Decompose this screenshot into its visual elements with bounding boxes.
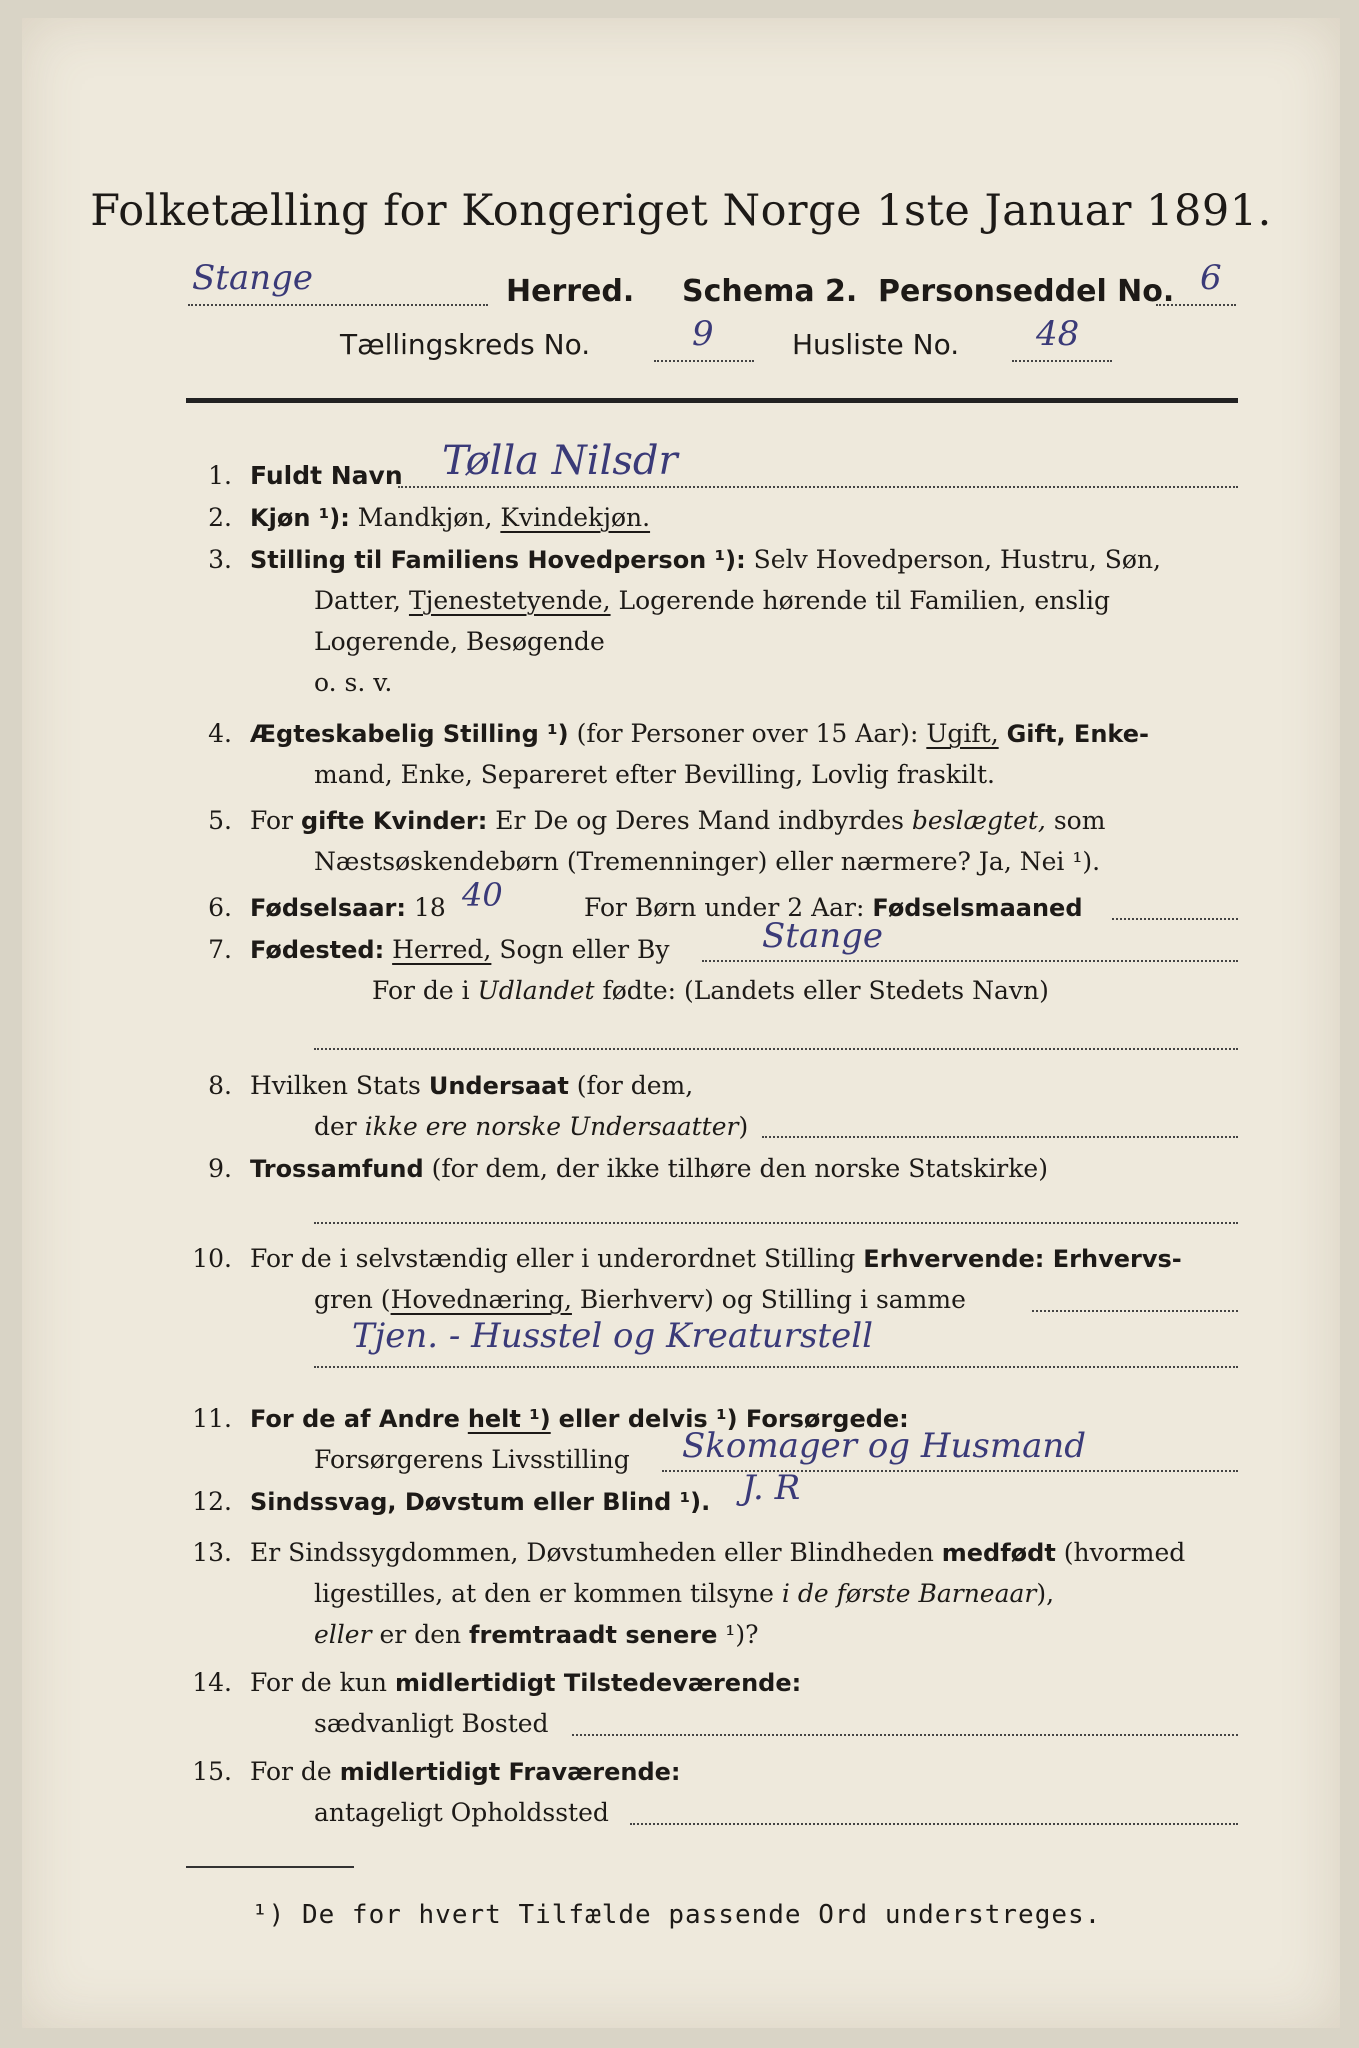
q9-number: 9. (208, 1154, 232, 1183)
q8-line2: der ikke ere norske Undersaatter) (314, 1112, 749, 1141)
q9-line2-dots (314, 1222, 1238, 1224)
q7-number: 7. (208, 935, 232, 964)
footnote: ¹) De for hvert Tilfælde passende Ord understreges. (252, 1900, 1102, 1930)
q6-dots (1112, 918, 1238, 920)
q2-options-b: Kvindekjøn. (500, 503, 651, 532)
q10-line2: gren (Hovednæring, Bierhverv) og Stilling i samme (314, 1285, 966, 1314)
q2-options-a: Mandkjøn, (357, 503, 493, 532)
q14-dots (572, 1734, 1238, 1736)
q4-line1: Ægteskabelig Stilling ¹) (for Personer over 15 Aar): Ugift, Gift, Enke- (250, 719, 1149, 748)
taellingskreds-label: Tællingskreds No. (340, 328, 591, 361)
header-rule (186, 398, 1238, 403)
q2-text (250, 503, 650, 532)
q7-dots (702, 960, 1238, 962)
herred-dots (188, 304, 488, 306)
q8-line1: Hvilken Stats Undersaat (for dem, (250, 1071, 694, 1100)
q9-line1: Trossamfund (for dem, der ikke tilhøre den norske Statskirke) (250, 1154, 1048, 1183)
q5-line1: For gifte Kvinder: Er De og Deres Mand indbyrdes beslægtet, som (250, 806, 1106, 835)
q15-line2: antageligt Opholdssted (314, 1798, 609, 1827)
q11-number: 11. (192, 1404, 232, 1433)
q11-answer: Skomager og Husmand (682, 1426, 1087, 1466)
q3-number: 3. (208, 545, 232, 574)
q3-line3: Logerende, Besøgende (314, 627, 605, 656)
q3-line2: Datter, Tjenestetyende, Logerende hørende til Familien, enslig (314, 586, 1111, 615)
q15-dots (630, 1823, 1238, 1825)
taellingskreds-number: 9 (692, 314, 714, 354)
q4-line2: mand, Enke, Separeret efter Bevilling, Lovlig fraskilt. (314, 760, 995, 789)
q14-number: 14. (192, 1668, 232, 1697)
taellingskreds-dots (654, 360, 754, 362)
form-title: Folketælling for Kongeriget Norge 1ste Januar 1891. (90, 186, 1272, 236)
q10-number: 10. (192, 1244, 232, 1273)
personseddel-label: Personseddel No. (878, 274, 1175, 309)
husliste-dots (1012, 360, 1112, 362)
personseddel-number: 6 (1200, 258, 1222, 298)
q14-line1: For de kun midlertidigt Tilstedeværende: (250, 1668, 802, 1697)
q3-line1 (250, 545, 1161, 574)
q1-label: Fuldt Navn (250, 461, 403, 490)
q3-line1-text: Selv Hovedperson, Hustru, Søn, (753, 545, 1161, 574)
q7-line3-dots (314, 1048, 1238, 1050)
q2-number: 2. (208, 503, 232, 532)
q7-answer: Stange (762, 916, 884, 956)
q1-answer: Tølla Nilsdr (442, 438, 678, 484)
q12-answer: J. R (742, 1468, 801, 1508)
q10-line3-dots (314, 1366, 1238, 1368)
q1-number: 1. (208, 461, 232, 490)
q6-year-answer: 40 (462, 876, 503, 914)
q13-line3: eller er den fremtraadt senere ¹)? (314, 1620, 759, 1649)
husliste-label: Husliste No. (792, 328, 960, 361)
q13-line2: ligestilles, at den er kommen tilsyne i de første Barneaar), (314, 1579, 1055, 1608)
q6-number: 6. (208, 893, 232, 922)
herred-label: Herred. (506, 274, 635, 309)
q12-line: Sindssvag, Døvstum eller Blind ¹). (250, 1488, 711, 1516)
q5-number: 5. (208, 806, 232, 835)
q13-number: 13. (192, 1538, 232, 1567)
schema-label: Schema 2. (682, 274, 858, 309)
q11-line2: Forsørgerens Livsstilling (314, 1445, 630, 1474)
q8-dots (762, 1136, 1238, 1138)
q2-label: Kjøn ¹): (250, 504, 350, 532)
q6-line: Fødselsaar: 18 (250, 893, 446, 922)
q6-line-b: For Børn under 2 Aar: Fødselsmaaned (584, 893, 1083, 922)
q15-line1: For de midlertidigt Fraværende: (250, 1757, 681, 1786)
q11-line1: For de af Andre helt ¹) eller delvis ¹) Forsørgede: (250, 1405, 909, 1433)
q10-line1: For de i selvstændig eller i underordnet Stilling Erhvervende: Erhvervs- (250, 1244, 1182, 1273)
q14-line2: sædvanligt Bosted (314, 1709, 549, 1738)
q3-line4: o. s. v. (314, 668, 393, 697)
q4-number: 4. (208, 719, 232, 748)
q1-line (398, 486, 1238, 488)
q10-answer: Tjen. - Husstel og Kreaturstell (352, 1316, 873, 1356)
footnote-rule (186, 1866, 354, 1868)
census-form-page (22, 18, 1340, 2028)
q5-line2: Næstsøskendebørn (Tremenninger) eller nærmere? Ja, Nei ¹). (314, 847, 1101, 876)
q8-number: 8. (208, 1071, 232, 1100)
q7-line1: Fødested: Herred, Sogn eller By (250, 935, 670, 964)
personseddel-dots (1156, 304, 1236, 306)
q15-number: 15. (192, 1757, 232, 1786)
husliste-number: 48 (1036, 314, 1080, 354)
q12-number: 12. (192, 1487, 232, 1516)
q10-dots (1032, 1310, 1238, 1312)
q4-label: Ægteskabelig Stilling ¹) (250, 720, 569, 748)
q7-line2: For de i Udlandet fødte: (Landets eller Stedets Navn) (372, 976, 1049, 1005)
q13-line1: Er Sindssygdommen, Døvstumheden eller Blindheden medfødt (hvormed (250, 1538, 1186, 1567)
q3-label: Stilling til Familiens Hovedperson ¹): (250, 546, 746, 574)
herred-handwritten: Stange (192, 258, 314, 298)
